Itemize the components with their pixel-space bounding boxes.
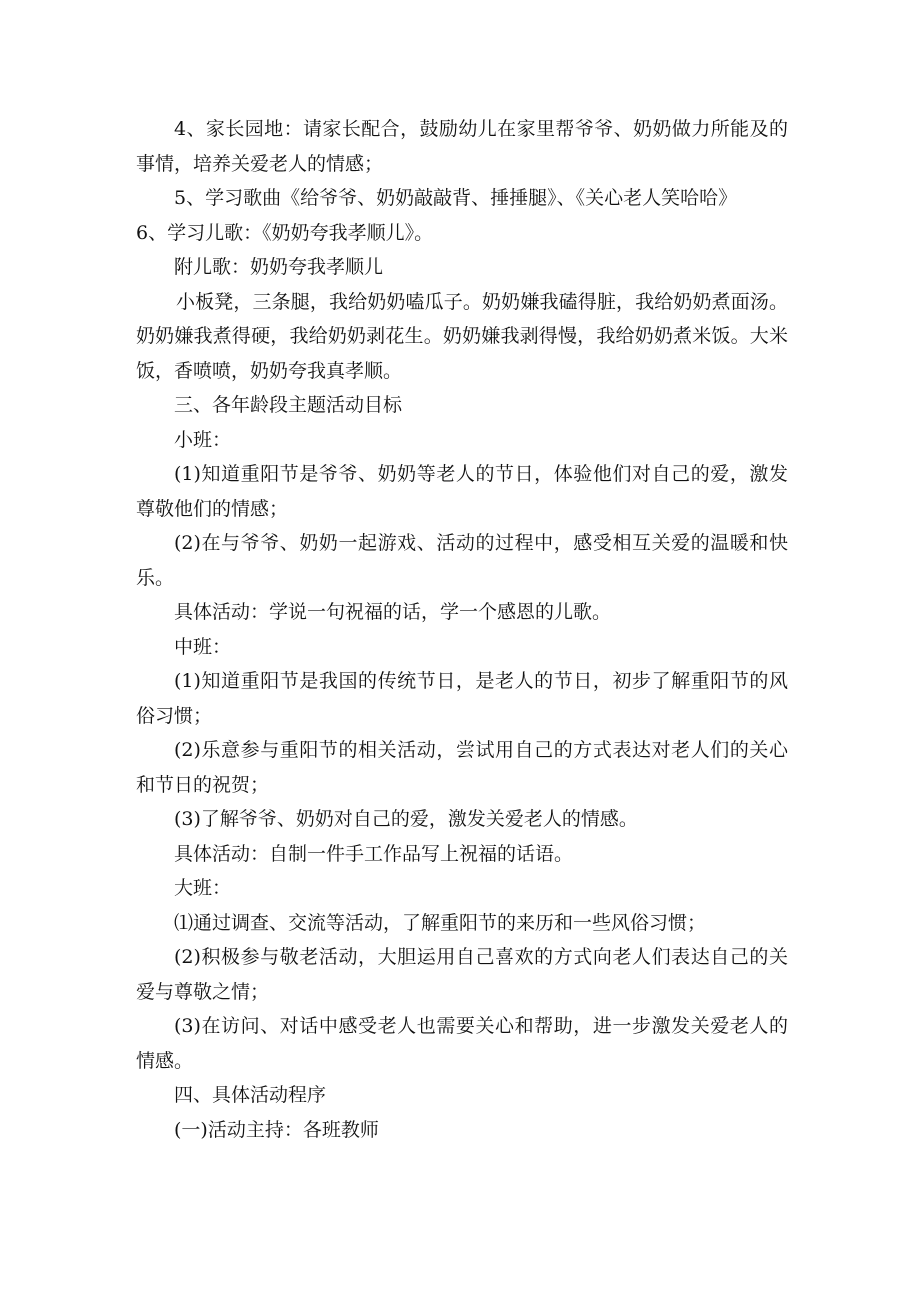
heading-small-class: 小班： [174,428,232,451]
small-class-goal-1: (1)知道重阳节是爷爷、奶奶等老人的节日，体验他们对自己的爱，激发尊敬他们的情感； [136,463,788,520]
heading-middle-class: 中班： [174,635,232,658]
heading-age-goals: 三、各年龄段主题活动目标 [174,394,403,416]
heading-activity-procedure: 四、具体活动程序 [174,1084,327,1106]
paragraph-home-garden: 4、家长园地：请家长配合，鼓励幼儿在家里帮爷爷、奶奶做力所能及的事情，培养关爱老人的情感； [136,118,788,175]
document-page [136,112,788,1147]
middle-class-goal-3: (3)了解爷爷、奶奶对自己的爱，激发关爱老人的情感。 [174,808,638,830]
paragraph-learn-rhyme: 6、学习儿歌：《奶奶夸我孝顺儿》。 [136,221,434,244]
paragraph-rhyme-title: 附儿歌：奶奶夸我孝顺儿 [174,256,384,278]
heading-large-class: 大班： [174,877,232,899]
large-class-goal-2: (2)积极参与敬老活动，大胆运用自己喜欢的方式向老人们表达自己的关爱与尊敬之情； [136,946,788,1003]
paragraph-rhyme-body: 小板凳，三条腿，我给奶奶嗑瓜子。奶奶嫌我磕得脏，我给奶奶煮面汤。奶奶嫌我煮得硬，我给奶奶剥花生。奶奶嫌我剥得慢，我给奶奶煮米饭。大米饭，香喷喷，奶奶夸我真孝顺。 [136,290,788,382]
small-class-goal-2: (2)在与爷爷、奶奶一起游戏、活动的过程中，感受相互关爱的温暖和快乐。 [136,532,788,589]
middle-class-goal-2: (2)乐意参与重阳节的相关活动，尝试用自己的方式表达对老人们的关心和节日的祝贺； [136,739,788,796]
large-class-goal-3: (3)在访问、对话中感受老人也需要关心和帮助，进一步激发关爱老人的情感。 [136,1015,788,1072]
large-class-goal-1: ⑴通过调查、交流等活动，了解重阳节的来历和一些风俗习惯； [174,911,707,934]
small-class-activity: 具体活动：学说一句祝福的话，学一个感恩的儿歌。 [174,601,612,623]
middle-class-activity: 具体活动：自制一件手工作品写上祝福的话语。 [174,842,574,865]
activity-host: (一)活动主持：各班教师 [174,1118,379,1141]
paragraph-learn-songs: 5、学习歌曲《给爷爷、奶奶敲敲背、捶捶腿》、《关心老人笑哈哈》 [174,187,738,209]
middle-class-goal-1: (1)知道重阳节是我国的传统节日，是老人的节日，初步了解重阳节的风俗习惯； [136,670,788,727]
